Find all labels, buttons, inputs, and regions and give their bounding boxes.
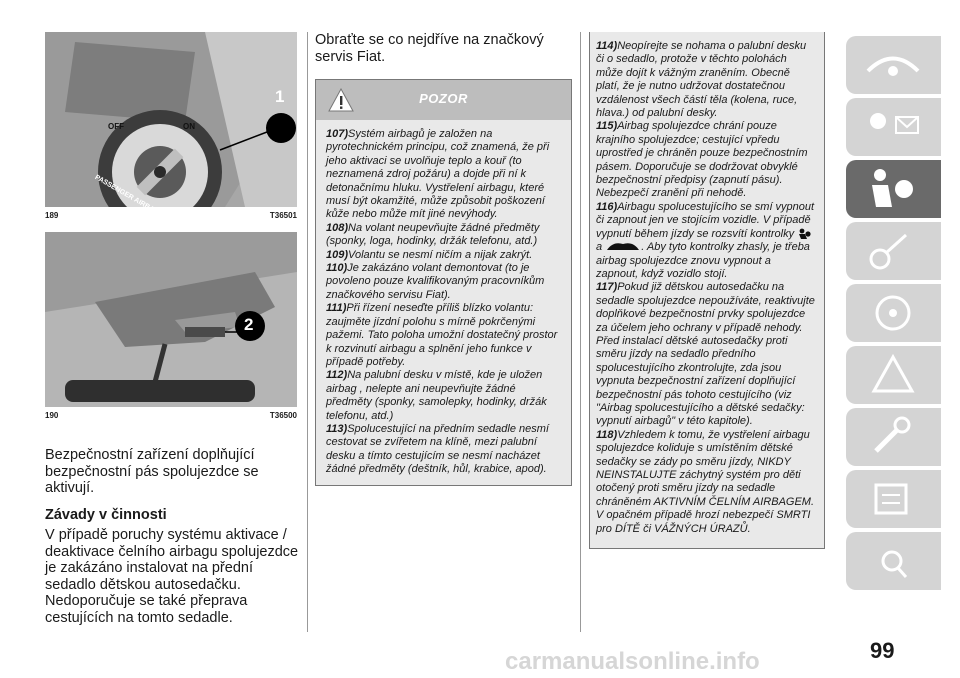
airbag-person-icon xyxy=(858,165,928,213)
note-number: 108) xyxy=(326,221,349,234)
note-number: 111) xyxy=(326,302,347,315)
specs-icon xyxy=(858,475,928,523)
tab-emergency[interactable] xyxy=(846,346,941,404)
note-text: Při řízení neseďte příliš blízko volantu: zaujměte jízdní polohu s mírně pokrčenými pažemi. Tato poloha umožní dostatečný prostor k rozvinutí airbagu a splnění jeho funkce v případě potřeby. xyxy=(326,302,558,368)
note-item xyxy=(326,302,561,369)
paragraph: V případě poruchy systému aktivace / deaktivace čelního airbagu spolujezdce je zakázáno instalovat na přední sedadlo dětskou autosedačku. Nedoporučuje se také přeprava cestujících na tomto sedadle. xyxy=(45,527,299,626)
tab-index[interactable] xyxy=(846,532,941,590)
ignition-key-icon xyxy=(858,227,928,275)
intro-paragraph: Obraťte se co nejdříve na značkový servis Fiat. xyxy=(315,32,544,65)
note-number: 110) xyxy=(326,262,348,275)
note-text: Neopírejte se nohama o palubní desku či o sedadlo, protože v těchto polohách může dojít k vážným zraněním. Obecně platí, že je nutno udržovat dostatečnou vzdálenost všech částí těla (kolena, ruce, hlava.) od palubní desky. xyxy=(596,40,807,120)
chapter-tabs xyxy=(846,36,941,594)
column-divider xyxy=(307,32,308,632)
tab-specifications[interactable] xyxy=(846,470,941,528)
note-number: 114) xyxy=(596,40,618,52)
note-text: Je zakázáno volant demontovat (to je povoleno pouze kvalifikovaným pracovníkům značkového servisu Fiat). xyxy=(326,262,545,301)
tab-safety[interactable] xyxy=(846,160,941,218)
wrench-service-icon xyxy=(858,413,928,461)
note-number: 113) xyxy=(326,422,348,435)
tab-starting[interactable] xyxy=(846,222,941,280)
index-icon xyxy=(858,537,928,585)
warning-triangle-icon xyxy=(858,351,928,399)
column-1-text xyxy=(45,447,300,636)
note-text: a xyxy=(596,241,603,254)
note-text: Na palubní desku v místě, kde je uložen airbag , nelepte ani neupevňujte žádné předměty (sponky, samolepky, hodinky, držák telefonu, atd.) xyxy=(326,369,547,422)
note-number: 115) xyxy=(596,120,618,133)
note-item xyxy=(596,429,816,536)
page-number: 99 xyxy=(870,638,895,663)
note-text: Vzhledem k tomu, že vystřelení airbagu spolujezdce koliduje s umístěním dětské sedačky se zády po směru jízdy, NIKDY NEINSTALUJTE záchytný systém pro děti otočený proti směru jízdy na sedadle chráněném AKTIVNÍM ČELNÍM AIRBAGEM. V opačném případě hrozí nebezpečí SMRTI pro DÍTĚ či VÁŽNÝCH ÚRAZŮ. xyxy=(596,428,815,535)
note-number: 118) xyxy=(596,428,618,441)
column-3-warning-continued xyxy=(589,32,825,549)
warning-box xyxy=(315,79,572,486)
switch-on-label: ON xyxy=(183,122,195,131)
figure-code: T36501 xyxy=(269,211,297,220)
warning-lights-icon xyxy=(858,103,928,151)
note-item xyxy=(326,423,561,477)
note-text: . Aby tyto kontrolky zhasly, je třeba airbag spolujezdce znovu vypnout a zapnout, když vozidlo stojí. xyxy=(596,241,810,280)
note-text: Pokud již dětskou autosedačku na sedadle spolujezdce nepoužíváte, reaktivujte doplňkové bezpečnostní prvky spolujezdce za účelem jeho ochrany v případě nehody. Před instalací dětské autosedačky proti směru jízdy na sedadlo předního spolucestujícího zkontrolujte, zda jsou vypnuta bezpečnostní zařízení doplňující bezpečnostní pás tohoto cestujícího (viz "Airbag spolucestujícího a dětské sedačky: vypnutí airbagů" v této kapitole). xyxy=(596,281,815,428)
car-dashboard-icon xyxy=(858,41,928,89)
tab-maintenance[interactable] xyxy=(846,408,941,466)
note-item xyxy=(326,369,561,423)
note-item xyxy=(596,201,816,281)
note-number: 112) xyxy=(326,369,348,382)
note-number: 116) xyxy=(596,200,618,213)
column-divider xyxy=(580,32,581,632)
note-item xyxy=(326,262,561,302)
note-text: Na volant neupevňujte žádné předměty (sponky, loga, hodinky, držák telefonu, atd.) xyxy=(326,221,540,248)
note-item xyxy=(326,249,561,262)
tab-dashboard[interactable] xyxy=(846,36,941,94)
warning-header xyxy=(316,80,571,120)
note-number: 109) xyxy=(326,248,349,261)
paragraph: Bezpečnostní zařízení doplňující bezpečnostní pás spolujezdce se aktivují. xyxy=(45,447,259,496)
warning-title: POZOR xyxy=(419,91,468,106)
note-number: 117) xyxy=(596,281,618,294)
column-2 xyxy=(315,32,572,486)
note-text: Airbag spolujezdce chrání pouze krajního spolujezdce; cestující vpředu uprostřed je chráněn pouze bezpečnostním pásem. Doporučuje se dodržovat obvyklé bezpečnostní předpisy (zapnutí pásu). Nebezpečí zranění při nehodě. xyxy=(596,120,808,200)
steering-wheel-icon xyxy=(858,289,928,337)
note-number: 107) xyxy=(326,128,349,140)
callout-2: 2 xyxy=(244,315,254,334)
figure-number: 190 xyxy=(45,411,59,420)
airbag-failure-warning-icon xyxy=(605,241,641,253)
watermark: carmanualsonline.info xyxy=(505,648,760,675)
note-text: Spolucestující na předním sedadle nesmí cestovat se zvířetem na klíně, mezi palubní desku a tímto cestujícím se nesmí nacházet žádné předměty (deštník, hůl, krabice, apod). xyxy=(326,422,549,476)
airbag-off-warning-icon xyxy=(797,228,811,240)
note-item xyxy=(326,128,561,222)
note-text: Systém airbagů je založen na pyrotechnickém principu, což znamená, že při jeho aktivaci se uvolňuje teplo a kouř (to neznamená zdroj požáru) a dojde při ní k detonačnímu hluku. Vystřelení airbagu, které musí být okamžité, může způsobit poškození kůže nebo může mít jiné nevýhody. xyxy=(326,128,550,221)
note-item xyxy=(596,40,816,120)
figure-code: T36500 xyxy=(269,411,297,420)
figure-189-caption xyxy=(45,211,297,220)
figure-190-caption xyxy=(45,411,297,420)
tab-driving[interactable] xyxy=(846,284,941,342)
note-text: Volantu se nesmí ničím a nijak zakrýt. xyxy=(348,248,533,261)
switch-ring-label: PASSENGER AIRBAG xyxy=(93,174,160,217)
figure-number: 189 xyxy=(45,211,59,220)
section-heading: Závady v činnosti xyxy=(45,506,167,523)
warning-notes xyxy=(316,120,571,485)
tab-warning-lights[interactable] xyxy=(846,98,941,156)
callout-1: 1 xyxy=(275,87,285,106)
note-item xyxy=(596,281,816,428)
note-item xyxy=(326,222,561,249)
warning-notes xyxy=(590,32,824,548)
note-text: Airbagu spolucestujícího se smí vypnout či zapnout jen ve stojícím vozidle. V případě vypnutí během jízdy se rozsvítí kontrolky xyxy=(596,200,815,240)
switch-off-label: OFF xyxy=(108,122,124,131)
note-item xyxy=(596,120,816,200)
figure-190-labels xyxy=(45,232,297,407)
